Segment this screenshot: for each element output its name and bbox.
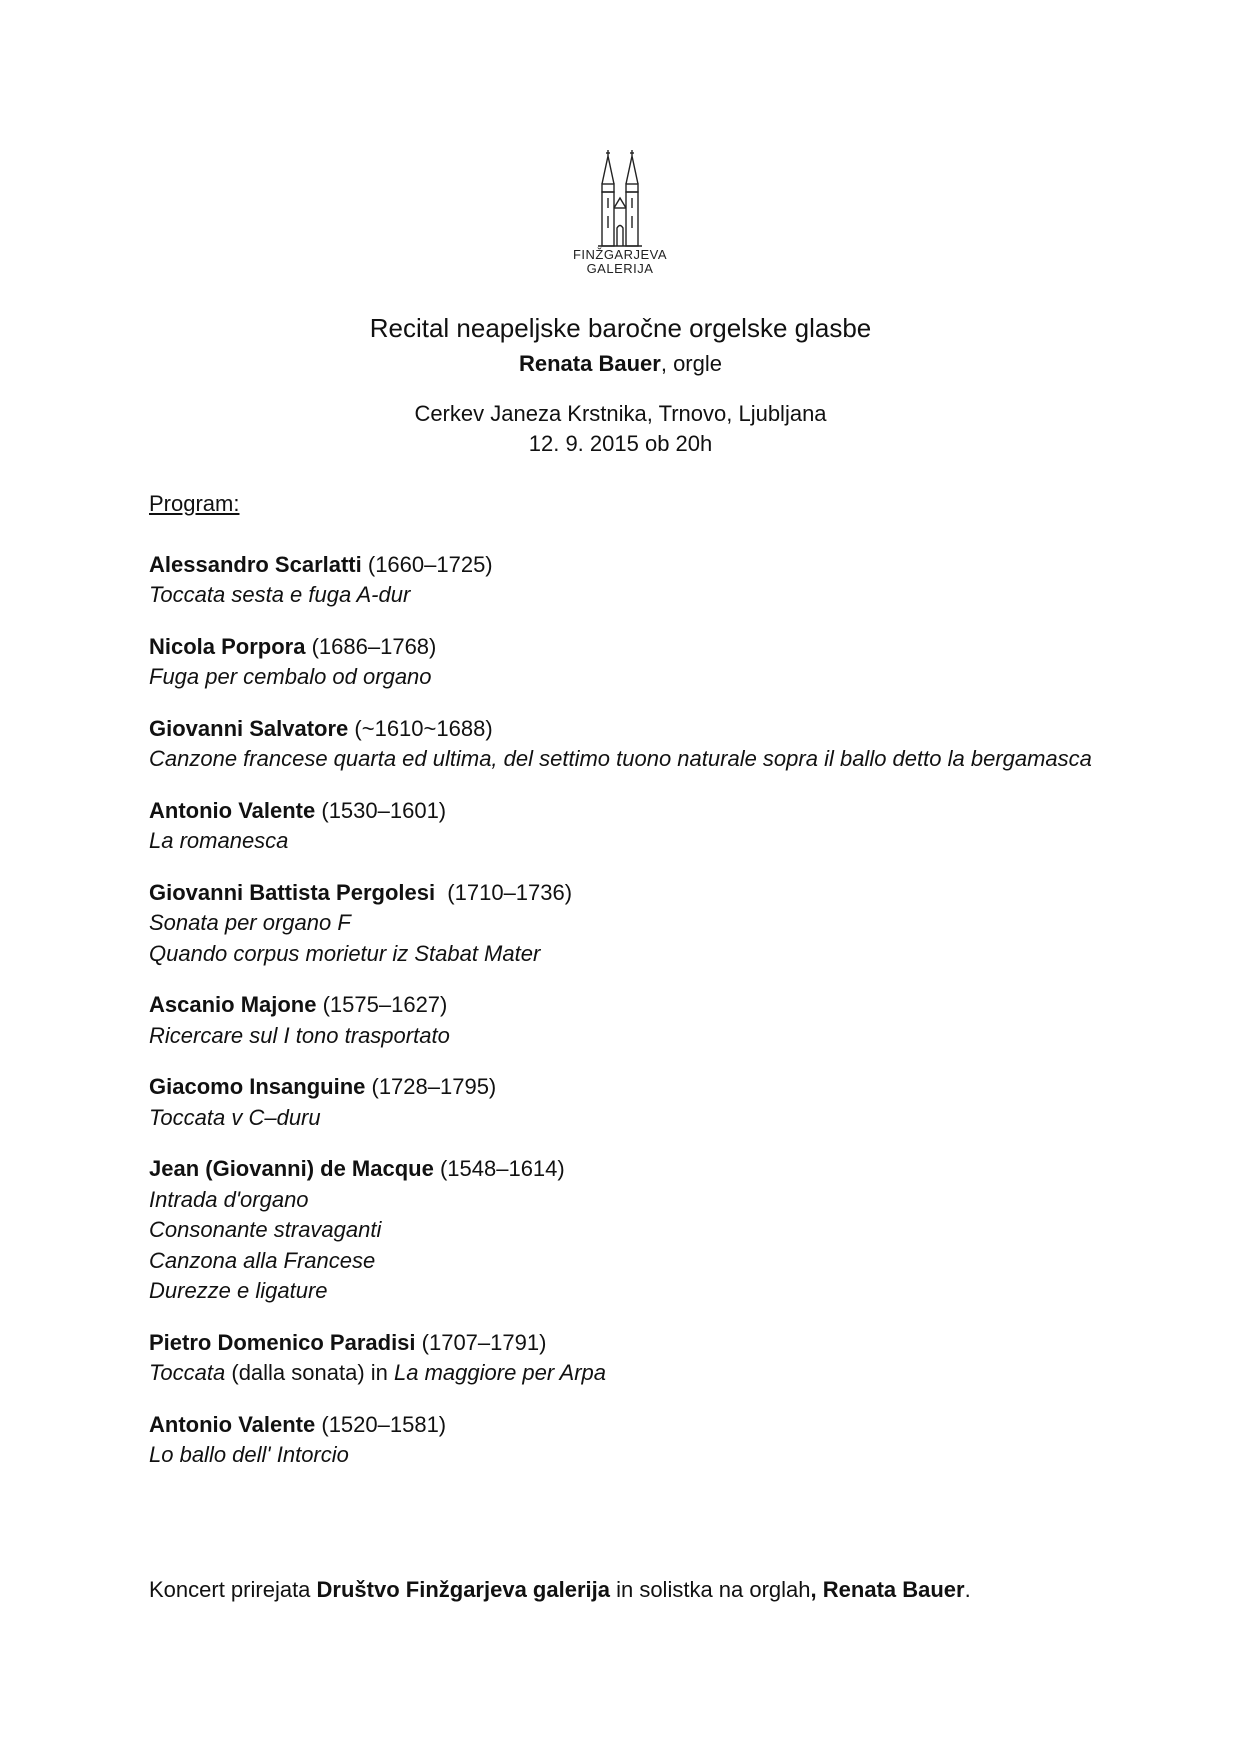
composer-years: (1686–1768) — [305, 633, 437, 659]
composer-years: (1530–1601) — [315, 797, 447, 823]
composer-name: Pietro Domenico Paradisi — [149, 1329, 416, 1355]
program-entry — [149, 796, 1095, 857]
program-entry — [149, 878, 1095, 970]
organizer-name: Društvo Finžgarjeva galerija — [316, 1577, 610, 1602]
work-title: Ricercare sul I tono trasportato — [149, 1022, 450, 1048]
venue: Cerkev Janeza Krstnika, Trnovo, Ljubljana — [414, 401, 827, 426]
footer-middle: in solistka na orglah — [609, 1577, 811, 1602]
logo-text-line1: FINŽGARJEVA — [572, 247, 668, 262]
work-title: Quando corpus morietur iz Stabat Mater — [149, 940, 541, 966]
composer-years: (1710–1736) — [435, 879, 573, 905]
performer-role: , orgle — [660, 351, 722, 376]
composer-years: (1575–1627) — [316, 992, 448, 1017]
program-label: Program: — [149, 491, 240, 516]
composer-years: (1728–1795) — [365, 1074, 497, 1099]
work-title: Fuga per cembalo od organo — [149, 664, 432, 689]
program-entry — [149, 1328, 1095, 1389]
composer-name: Giacomo Insanguine — [149, 1074, 366, 1099]
program-entry — [149, 1154, 1095, 1307]
work-title: Lo ballo dell' Intorcio — [149, 1442, 349, 1467]
composer-years: (~1610~1688) — [348, 715, 493, 741]
work-title: Intrada d'organo — [149, 1186, 309, 1212]
work-title: Toccata v C–duru — [149, 1104, 321, 1130]
work-title: Durezze e ligature — [149, 1278, 328, 1303]
composer-name: Alessandro Scarlatti — [149, 551, 362, 577]
program-entry — [149, 990, 1095, 1051]
composer-name: Giovanni Salvatore — [149, 715, 349, 741]
composer-years: (1548–1614) — [433, 1156, 565, 1181]
concert-title: Recital neapeljske baročne orgelske glasbe — [369, 313, 872, 343]
composer-name: Giovanni Battista Pergolesi — [149, 879, 436, 905]
concert-date: 12. 9. 2015 ob 20h — [528, 431, 713, 456]
performer-line — [0, 351, 1241, 377]
work-title: Toccata sesta e fuga A-dur — [149, 582, 411, 607]
church-icon — [596, 150, 644, 248]
composer-name: Nicola Porpora — [149, 633, 306, 659]
composer-name: Ascanio Majone — [149, 992, 317, 1017]
composer-years: (1707–1791) — [415, 1329, 547, 1355]
composer-name: Jean (Giovanni) de Macque — [149, 1156, 434, 1181]
work-title — [149, 1358, 1095, 1389]
work-title-part: Toccata — [149, 1360, 226, 1385]
soloist-name: Renata Bauer — [816, 1577, 965, 1602]
program-section — [149, 489, 1095, 1492]
gallery-logo — [565, 150, 675, 276]
footer-end: . — [964, 1577, 971, 1602]
work-title-part: (dalla sonata) in — [225, 1360, 395, 1385]
composer-years: (1520–1581) — [315, 1411, 447, 1437]
work-title: Sonata per organo F — [149, 910, 351, 935]
composer-name: Antonio Valente — [149, 1411, 316, 1437]
program-entry — [149, 550, 1095, 611]
program-entry — [149, 714, 1095, 775]
logo-text-line2: GALERIJA — [586, 261, 654, 276]
composer-years: (1660–1725) — [361, 551, 493, 577]
composer-name: Antonio Valente — [149, 797, 316, 823]
work-title: Consonante stravaganti — [149, 1217, 382, 1242]
program-entry — [149, 1072, 1095, 1133]
organizer-note — [149, 1577, 971, 1603]
work-title-part: La maggiore per Arpa — [394, 1360, 606, 1385]
footer-comma: , — [810, 1577, 817, 1602]
program-entry — [149, 1410, 1095, 1471]
program-entry — [149, 632, 1095, 693]
work-title: Canzona alla Francese — [149, 1247, 376, 1273]
footer-prefix: Koncert prirejata — [149, 1577, 317, 1602]
performer-name: Renata Bauer — [519, 351, 661, 376]
work-title: La romanesca — [149, 828, 289, 853]
work-title: Canzone francese quarta ed ultima, del settimo tuono naturale sopra il ballo detto la bergamasca — [149, 746, 1092, 771]
